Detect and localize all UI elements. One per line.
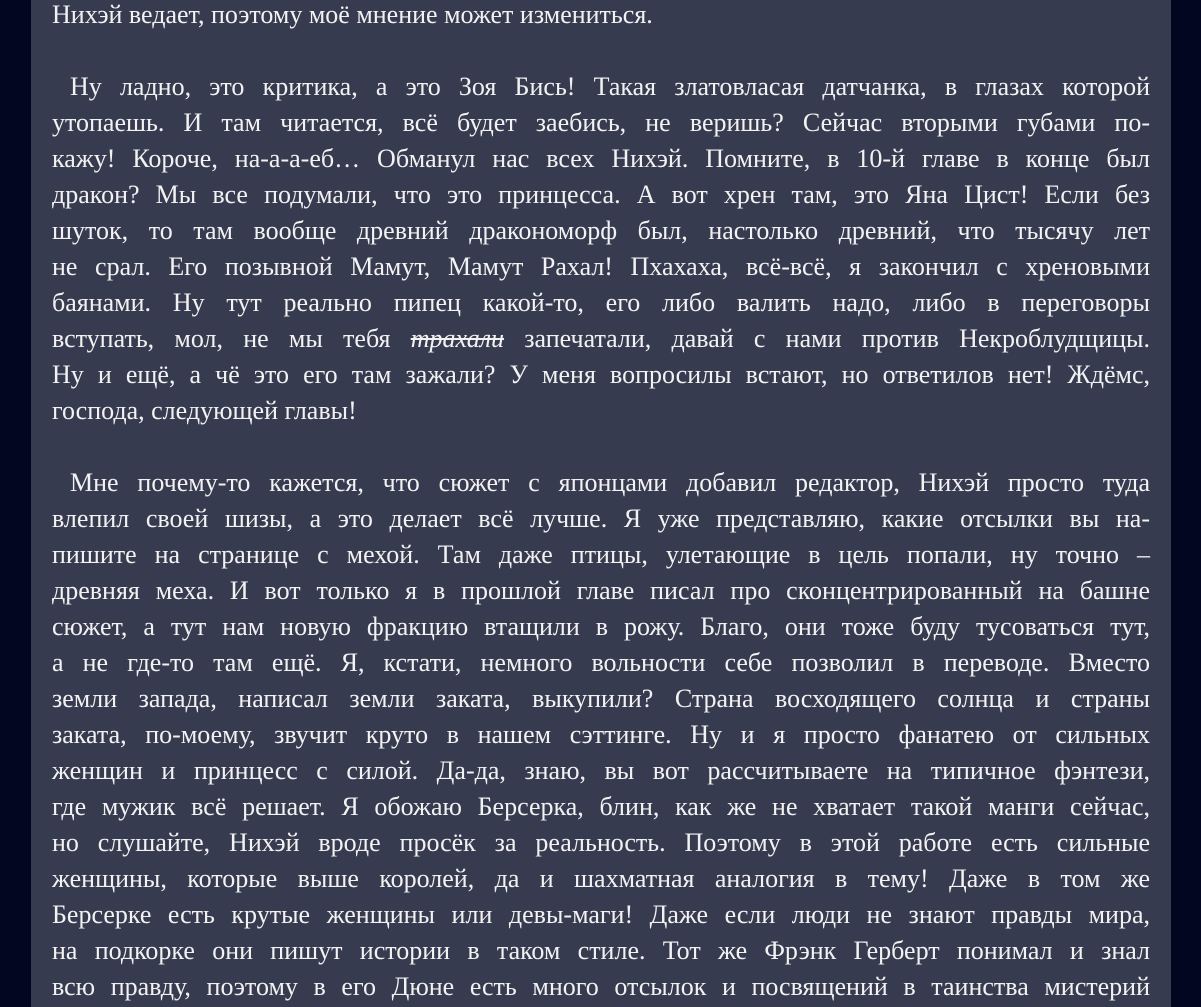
paragraph: [52, 69, 1150, 429]
article-text: [52, 0, 1150, 1007]
text-segment: женщины, которые выше королей, да и шахматная аналогия в тему! Даже в том же: [52, 864, 1150, 893]
text-segment: заката, по-моему, звучит круто в нашем сэттинге. Ну и я просто фанатею от сильных: [52, 720, 1150, 749]
paragraph: [52, 465, 1150, 1005]
text-line: [52, 573, 1150, 609]
text-line: [52, 213, 1150, 249]
text-segment: земли запада, написал земли заката, выкупили? Страна восходящего солнца и страны: [52, 684, 1150, 713]
text-segment: пишите на странице с мехой. Там даже птицы, улетающие в цель попали, ну точно –: [52, 540, 1150, 569]
text-segment: баянами. Ну тут реально пипец какой-то, его либо валить надо, либо в переговоры: [52, 288, 1150, 317]
text-line: [52, 861, 1150, 897]
text-line: [52, 141, 1150, 177]
text-line: [52, 897, 1150, 933]
text-segment: женщин и принцесс с силой. Да-да, знаю, вы вот рассчитываете на типичное фэнтези,: [52, 756, 1150, 785]
text-segment: а не где-то там ещё. Я, кстати, немного вольности себе позволил в переводе. Вместо: [52, 648, 1150, 677]
text-line: [52, 825, 1150, 861]
text-segment: господа, следующей главы!: [52, 396, 357, 425]
text-segment: вступать, мол, не мы тебя: [52, 324, 411, 353]
text-segment: Мне почему-то кажется, что сюжет с японцами добавил редактор, Нихэй просто туда: [70, 468, 1150, 497]
text-line: [52, 645, 1150, 681]
text-line: [52, 177, 1150, 213]
text-line: [52, 249, 1150, 285]
text-line: [52, 933, 1150, 969]
text-line: [52, 321, 1150, 357]
text-segment: на подкорке они пишут истории в таком стиле. Тот же Фрэнк Герберт понимал и знал: [52, 936, 1150, 965]
text-line: [52, 501, 1150, 537]
strikethrough-text: трахали: [410, 324, 505, 353]
text-segment: древняя меха. И вот только я в прошлой главе писал про сконцентрированный на башне: [52, 576, 1150, 605]
text-line: [52, 609, 1150, 645]
text-segment: шуток, то там вообще древний дракономорф был, настолько древний, что тысячу лет: [52, 216, 1150, 245]
text-segment: Нихэй ведает, поэтому моё мнение может измениться.: [52, 0, 653, 29]
text-segment: но слушайте, Нихэй вроде просёк за реальность. Поэтому в этой работе есть сильные: [52, 828, 1150, 857]
text-segment: сюжет, а тут нам новую фракцию втащили в рожу. Благо, они тоже буду тусоваться тут,: [52, 612, 1150, 641]
text-line: [52, 465, 1150, 501]
text-line: [52, 969, 1150, 1005]
text-segment: Берсерке есть крутые женщины или девы-маги! Даже если люди не знают правды мира,: [52, 900, 1150, 929]
text-line: [52, 753, 1150, 789]
text-line: [52, 285, 1150, 321]
text-line: [52, 357, 1150, 393]
text-line: [52, 789, 1150, 825]
text-segment: всю правду, поэтому в его Дюне есть много отсылок и посвящений в таинства мистерий: [52, 972, 1150, 1001]
text-segment: утопаешь. И там читается, всё будет заебись, не веришь? Сейчас вторыми губами по-: [52, 108, 1150, 137]
text-line: [52, 393, 1150, 429]
text-line: [52, 717, 1150, 753]
text-segment: кажу! Короче, на-а-а-еб… Обманул нас всех Нихэй. Помните, в 10-й главе в конце был: [52, 144, 1150, 173]
text-segment: Ну ладно, это критика, а это Зоя Бись! Такая златовласая датчанка, в глазах которой: [70, 72, 1150, 101]
article-panel: [31, 0, 1171, 1007]
text-line: [52, 681, 1150, 717]
text-segment: запечатали, давай с нами против Некроблудщицы.: [504, 324, 1150, 353]
text-line: [52, 0, 1150, 33]
text-segment: влепил своей шизы, а это делает всё лучше. Я уже представляю, какие отсылки вы на-: [52, 504, 1150, 533]
text-segment: дракон? Мы все подумали, что это принцесса. А вот хрен там, это Яна Цист! Если без: [52, 180, 1150, 209]
text-segment: Ну и ещё, а чё это его там зажали? У меня вопросилы встают, но ответилов нет! Ждёмс,: [52, 360, 1150, 389]
text-segment: не срал. Его позывной Мамут, Мамут Рахал! Пхахаха, всё-всё, я закончил с хреновыми: [52, 252, 1150, 281]
text-line: [52, 537, 1150, 573]
text-line: [52, 105, 1150, 141]
text-segment: где мужик всё решает. Я обожаю Берсерка, блин, как же не хватает такой манги сейчас,: [52, 792, 1150, 821]
text-line: [52, 69, 1150, 105]
paragraph: [52, 0, 1150, 33]
